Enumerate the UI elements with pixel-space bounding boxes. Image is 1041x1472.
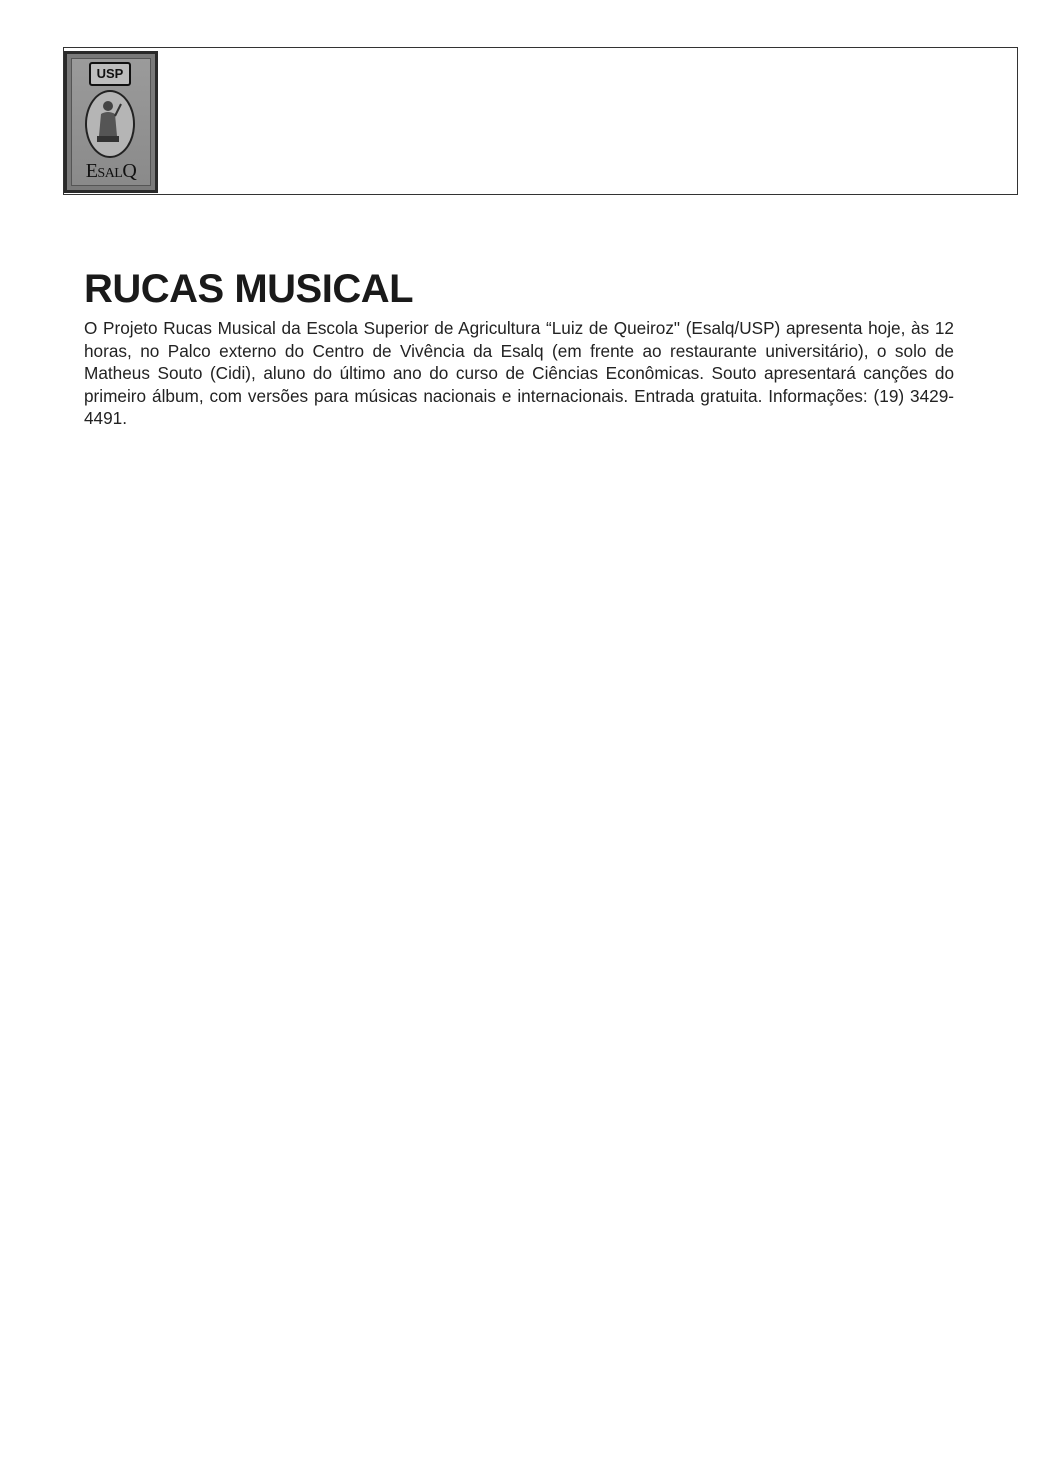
statue-icon	[87, 92, 129, 152]
esalq-logo	[64, 51, 158, 193]
logo-figure-emblem	[85, 90, 135, 158]
article-title: RUCAS MUSICAL	[84, 267, 414, 311]
article	[84, 265, 954, 430]
logo-esalq-text: ESALQ	[85, 160, 137, 182]
logo-usp-text: USP	[89, 62, 131, 86]
header-box	[63, 47, 1018, 195]
article-body: O Projeto Rucas Musical da Escola Superior de Agricultura “Luiz de Queiroz" (Esalq/USP) apresenta hoje, às 12 horas, no Palco externo do Centro de Vivência da Esalq (em frente ao restaurante universitário), o solo de Matheus Souto (Cidi), aluno do último ano do curso de Ciências Econômicas. Souto apresentará canções do primeiro álbum, com versões para músicas nacionais e internacionais. Entrada gratuita. Informações: (19) 3429-4491.	[84, 318, 954, 428]
